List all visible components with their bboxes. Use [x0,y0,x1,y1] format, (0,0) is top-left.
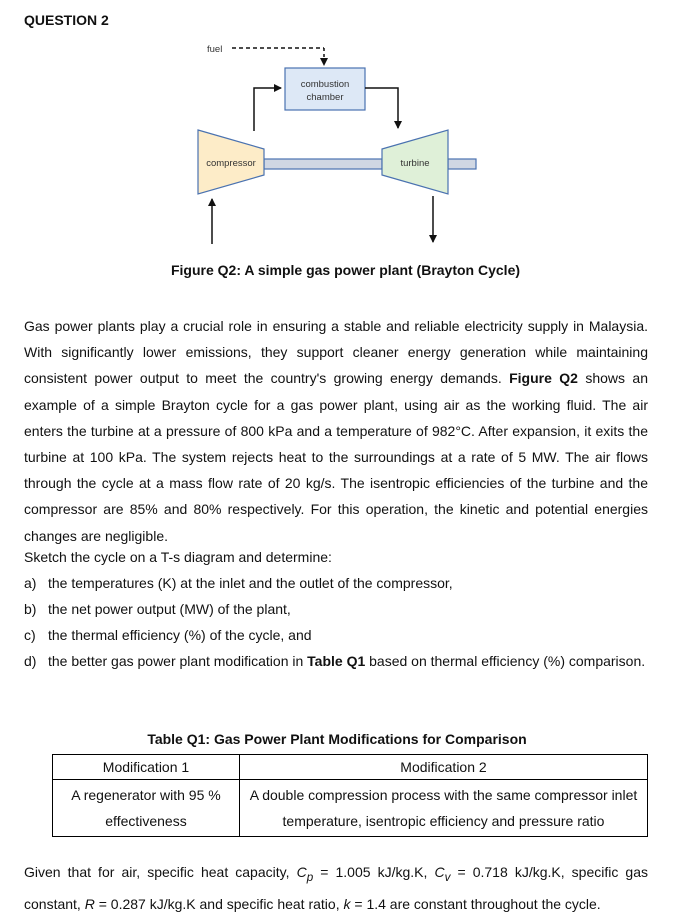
brayton-cycle-diagram [0,0,691,260]
table-cell: A regenerator with 95 % effectiveness [53,780,240,837]
task-item [24,622,648,648]
table-header-cell: Modification 2 [240,755,648,780]
flow-combustion-to-turbine [365,88,398,128]
given-text: = 0.718 kJ/kg.K, specific gas constant, [24,864,649,912]
given-text: = 1.4 are constant throughout the cycle. [350,896,601,912]
item-text: the thermal efficiency (%) of the cycle, and [48,627,312,643]
item-label: b) [24,601,37,617]
table-cell: A double compression process with the same compressor inlet temperature, isentropic efficiency and pressure ratio [240,780,648,837]
item-text-part: based on thermal efficiency (%) comparison. [365,653,646,669]
modifications-table [52,754,648,837]
item-text-part: the better gas power plant modification in [48,653,308,669]
table-reference: Table Q1 [307,653,366,669]
task-item [24,648,648,674]
compressor-label: compressor [206,158,256,169]
table-row [53,780,648,837]
item-text: the net power output (MW) of the plant, [48,601,291,617]
item-label: d) [24,653,37,669]
cp-letter: C [296,864,307,880]
task-item [24,596,648,622]
cv-symbol [434,864,451,884]
combustion-label-line1: combustion [300,79,350,90]
item-text: the temperatures (K) at the inlet and the outlet of the compressor, [48,575,453,591]
combustion-label-line2: chamber [306,92,344,103]
question-title: QUESTION 2 [24,12,109,28]
shaft-output [448,159,476,169]
paragraph-text-2: shows an example of a simple Brayton cycle for a gas power plant, using air as the working fluid. The air enters the turbine at a pressure of 800 kPa and a temperature of 982°C. After expansion, it exits the turbine at 100 kPa. The system rejects heat to the surroundings at a rate of 5 MW. The air flows through the cycle at a mass flow rate of 20 kg/s. The isentropic efficiencies of the turbine and the compressor are 85% and 80% respectively. For this operation, the kinetic and potential energies changes are negligible. [24,370,648,544]
problem-paragraph [24,313,648,549]
paragraph-text-1: Gas power plants play a crucial role in ensuring a stable and reliable electricity supply in Malaysia. With significantly lower emissions, they support cleaner energy generation while maintaining consistent power output to meet the country's growing energy demands. [24,318,648,387]
table-header-cell: Modification 1 [53,755,240,780]
r-symbol: R [84,896,95,912]
item-text [48,648,648,674]
table-caption: Table Q1: Gas Power Plant Modifications for Comparison [147,731,527,747]
flow-compressor-to-combustion [254,88,281,131]
given-text: = 1.005 kJ/kg.K, [313,864,435,880]
cv-letter: C [434,864,445,880]
figure-caption: Figure Q2: A simple gas power plant (Brayton Cycle) [170,262,521,278]
item-label: c) [24,627,36,643]
figure-reference: Figure Q2 [509,370,578,387]
task-item [24,570,648,596]
given-text: = 0.287 kJ/kg.K and specific heat ratio, [94,896,344,912]
cp-symbol [296,864,314,884]
cv-subscript: v [444,870,451,884]
cp-subscript: p [306,870,314,884]
k-symbol: k [343,896,351,912]
turbine-label: turbine [400,158,430,169]
given-constants [24,859,648,917]
task-intro: Sketch the cycle on a T-s diagram and determine: [24,549,332,565]
shaft [264,159,382,169]
fuel-label: fuel [207,44,223,55]
item-label: a) [24,575,37,591]
given-text: Given that for air, specific heat capacity, [24,864,297,880]
table-header-row [53,755,648,780]
